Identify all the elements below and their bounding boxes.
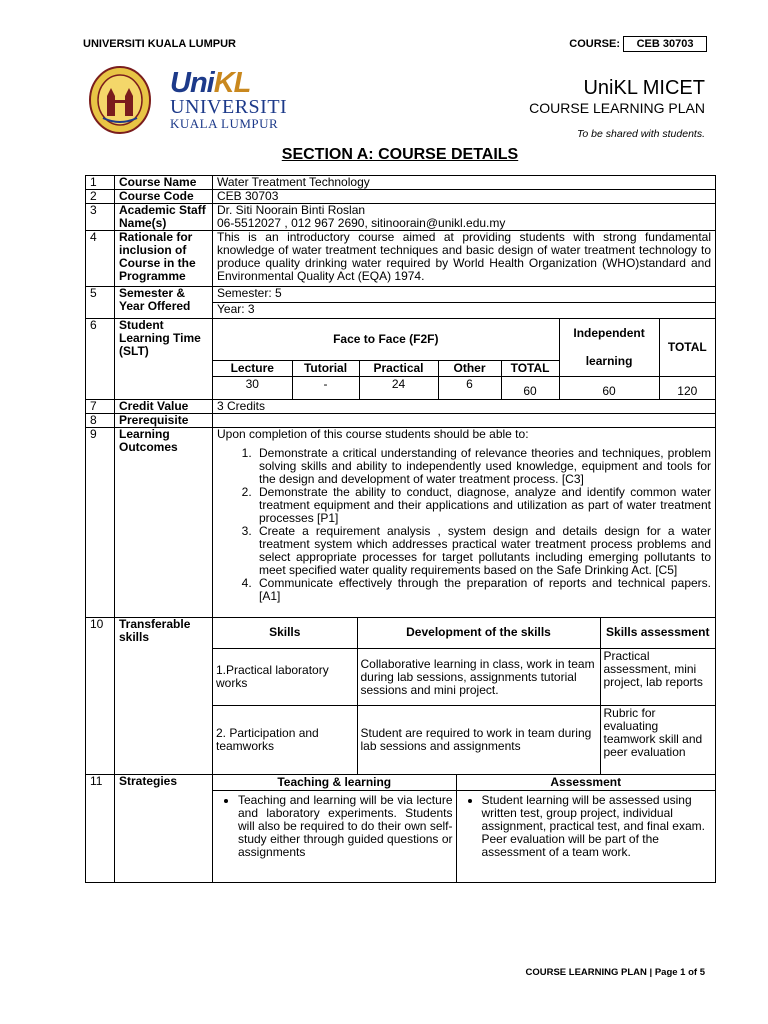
- sharing-note: To be shared with students.: [576, 128, 705, 140]
- f2f-total-header: TOTAL: [501, 360, 559, 377]
- course-name-value: Water Treatment Technology: [213, 176, 716, 190]
- f2f-total-value: 60: [501, 377, 559, 399]
- university-crest-icon: [89, 66, 151, 134]
- row-label: Credit Value: [115, 399, 213, 413]
- outcomes-intro: Upon completion of this course students should be able to:: [217, 426, 529, 441]
- year-value: Year: 3: [213, 303, 716, 319]
- course-label: COURSE:: [569, 38, 620, 50]
- row-label: Strategies: [115, 774, 213, 883]
- university-name: UNIVERSITI KUALA LUMPUR: [83, 38, 236, 50]
- row-credit-value: [86, 399, 716, 413]
- row-number: 4: [86, 231, 115, 287]
- skills-cell: [213, 617, 716, 774]
- assessment-header: Assessment: [456, 775, 715, 791]
- row-label: Transferable skills: [115, 617, 213, 774]
- practical-header: Practical: [359, 360, 438, 377]
- row-number: 7: [86, 399, 115, 413]
- page-footer: COURSE LEARNING PLAN | Page 1 of 5: [525, 967, 705, 978]
- academic-staff-value: [213, 204, 716, 231]
- total-header: TOTAL: [659, 319, 715, 377]
- course-code-box: CEB 30703: [623, 36, 707, 52]
- row-label: Student Learning Time (SLT): [115, 319, 213, 400]
- learning-outcomes-value: [213, 427, 716, 617]
- row-number: 6: [86, 319, 115, 400]
- row-number: 9: [86, 427, 115, 617]
- row-strategies: [86, 774, 716, 883]
- outcome-item: 1. Demonstrate a critical understanding of relevance theories and techniques, problem solving skills and ability to independently used knowledge, equipment and tools for the design and development of water treatment process. [C3]: [255, 447, 711, 486]
- teaching-learning-header: Teaching & learning: [213, 775, 456, 791]
- row-number: 3: [86, 204, 115, 231]
- outcomes-list: [217, 447, 711, 603]
- row-number: 1: [86, 176, 115, 190]
- skills-assessment-header: Skills assessment: [600, 618, 715, 649]
- row-number: 8: [86, 413, 115, 427]
- teaching-learning-text: • Teaching and learning will be via lecture and laboratory experiments. Students will also be required to do their own self-study either through guided questions or assignments: [238, 794, 453, 859]
- skill-name: 1.Practical laboratory works: [213, 649, 357, 706]
- logo-line-1: UNIVERSITI: [170, 96, 288, 118]
- brand-subtitle: COURSE LEARNING PLAN: [529, 100, 705, 116]
- logo-mark-uni: Uni: [170, 67, 214, 99]
- other-value: 6: [438, 377, 501, 399]
- lecture-value: 30: [213, 377, 292, 399]
- course-code-value: CEB 30703: [213, 190, 716, 204]
- staff-name: Dr. Siti Noorain Binti Roslan: [217, 203, 366, 217]
- row-course-name: [86, 176, 716, 190]
- tutorial-header: Tutorial: [292, 360, 359, 377]
- row-slt: [86, 319, 716, 400]
- row-learning-outcomes: [86, 427, 716, 617]
- course-details-table: [85, 175, 716, 883]
- row-number: 2: [86, 190, 115, 204]
- prerequisite-value: [213, 413, 716, 427]
- skills-header: Skills: [213, 618, 357, 649]
- row-rationale: [86, 231, 716, 287]
- development-header: Development of the skills: [357, 618, 600, 649]
- row-prerequisite: [86, 413, 716, 427]
- document-brand: [529, 77, 705, 117]
- independent-header: Independent learning: [559, 319, 659, 377]
- lecture-header: Lecture: [213, 360, 292, 377]
- row-label: Rationale for inclusion of Course in the Programme: [115, 231, 213, 287]
- row-label: Academic Staff Name(s): [115, 204, 213, 231]
- logo-mark-kl: KL: [213, 67, 251, 99]
- row-number: 5: [86, 287, 115, 319]
- outcome-item: 2. Demonstrate the ability to conduct, diagnose, analyze and identify common water treatment equipment and their applications and utilization as part of water treatment processes [P1]: [255, 486, 711, 525]
- outcome-item: 3. Create a requirement analysis , system design and details design for a water treatment system which addresses practical water treatment process problems and select appropriate processes for target pollutants including emerging pollutants to meet specified water quality requirements based on the Safe Drinking Act. [C5]: [255, 525, 711, 577]
- brand-title: UniKL MICET: [583, 77, 705, 99]
- row-transferable-skills: [86, 617, 716, 774]
- outcome-item: 4. Communicate effectively through the preparation of reports and technical papers. [A1]: [255, 577, 711, 603]
- strategies-table: [213, 775, 715, 883]
- assessment-value: [456, 790, 715, 882]
- semester-value: Semester: 5: [213, 287, 716, 303]
- skills-table: [213, 618, 715, 774]
- skill-development: Student are required to work in team during lab sessions and assignments: [357, 706, 600, 774]
- row-semester: [86, 287, 716, 303]
- skill-assessment: Rubric for evaluating teamwork skill and peer evaluation: [600, 706, 715, 774]
- row-academic-staff: [86, 204, 716, 231]
- strategies-cell: [213, 774, 716, 883]
- independent-value: 60: [559, 377, 659, 399]
- page-header: [83, 36, 707, 54]
- rationale-value: This is an introductory course aimed at providing students with strong fundamental knowledge of water treatment techniques and basic design of water treatment technology to produce quality drinking water required by World Health Organization (WHO)standard and Environmental Quality Act (EQA) 1974.: [213, 231, 716, 287]
- skill-development: Collaborative learning in class, work in team during lab sessions, assignments tutorial sessions and mini project.: [357, 649, 600, 706]
- row-number: 11: [86, 774, 115, 883]
- f2f-header: Face to Face (F2F): [213, 319, 559, 360]
- section-title: SECTION A: COURSE DETAILS: [281, 146, 519, 163]
- teaching-learning-value: [213, 790, 456, 882]
- row-label: Learning Outcomes: [115, 427, 213, 617]
- logo-line-2: KUALA LUMPUR: [170, 116, 279, 131]
- practical-value: 24: [359, 377, 438, 399]
- tutorial-value: -: [292, 377, 359, 399]
- row-label: Semester & Year Offered: [115, 287, 213, 319]
- slt-table: [213, 319, 715, 399]
- other-header: Other: [438, 360, 501, 377]
- slt-cell: [213, 319, 716, 400]
- total-value: 120: [659, 377, 715, 399]
- row-label: Course Code: [115, 190, 213, 204]
- skill-assessment: Practical assessment, mini project, lab reports: [600, 649, 715, 706]
- staff-contact: 06-5512027 , 012 967 2690, sitinoorain@unikl.edu.my: [217, 216, 506, 230]
- unikl-logo: [170, 67, 288, 131]
- row-label: Course Name: [115, 176, 213, 190]
- assessment-text: • Student learning will be assessed using written test, group project, individual assignment, practical test, and final exam. Peer evaluation will be part of the assessment of a team work.: [482, 794, 713, 859]
- credit-value: 3 Credits: [213, 399, 716, 413]
- skill-name: 2. Participation and teamworks: [213, 706, 357, 774]
- row-course-code: [86, 190, 716, 204]
- row-label: Prerequisite: [115, 413, 213, 427]
- row-number: 10: [86, 617, 115, 774]
